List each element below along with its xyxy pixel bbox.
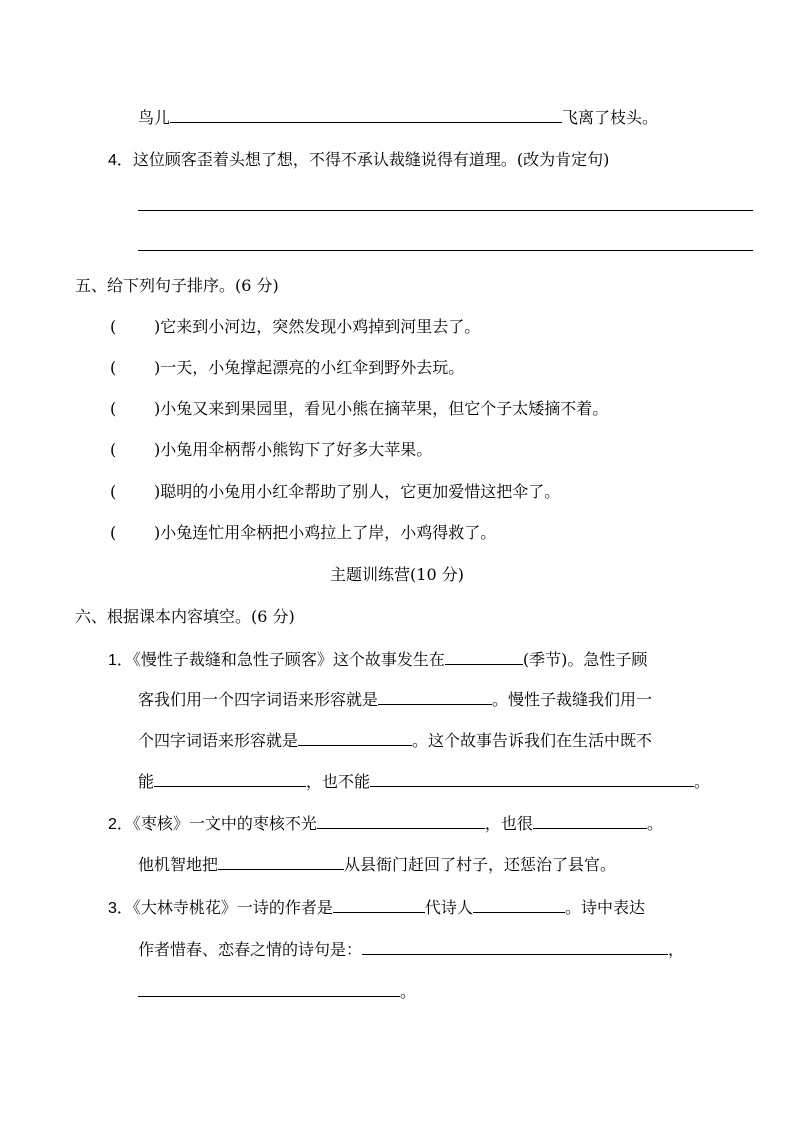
order-item <box>110 358 464 378</box>
q2-line-1 <box>108 814 663 834</box>
q1-line3-text-b: 。这个故事告诉我们在生活中既不 <box>412 731 653 750</box>
dynasty-blank[interactable] <box>333 898 425 913</box>
bird-answer-blank[interactable] <box>170 108 562 123</box>
bird-suffix: 飞离了枝头。 <box>562 108 659 127</box>
order-item-text: )一天，小兔撑起漂亮的小红伞到野外去玩。 <box>154 358 465 377</box>
q1-line4-end: 。 <box>694 772 711 791</box>
order-item <box>110 440 432 460</box>
season-blank[interactable] <box>445 650 523 665</box>
order-answer-slot[interactable]: ( <box>110 523 117 542</box>
order-item <box>110 523 496 543</box>
order-item-text: )它来到小河边，突然发现小鸡掉到河里去了。 <box>154 317 481 336</box>
order-item-text: )小兔连忙用伞柄把小鸡拉上了岸，小鸡得救了。 <box>154 523 497 542</box>
order-answer-slot[interactable]: ( <box>110 399 117 418</box>
order-item <box>110 482 560 502</box>
q2-number: 2． <box>108 816 133 833</box>
section-5-heading: 五、给下列句子排序。(6 分) <box>75 276 279 295</box>
order-item-text: )小兔又来到果园里，看见小熊在摘苹果，但它个子太矮摘不着。 <box>154 399 609 418</box>
bird-prefix: 鸟儿 <box>138 108 171 127</box>
answer-line-1[interactable] <box>138 210 753 211</box>
q1-line-3 <box>138 731 652 751</box>
order-answer-slot[interactable]: ( <box>110 358 117 377</box>
order-item <box>110 317 480 337</box>
lesson-blank-1[interactable] <box>154 772 306 787</box>
impatient-idiom-blank[interactable] <box>378 690 492 705</box>
q1-line3-text-a: 个四字词语来形容就是 <box>138 731 299 750</box>
order-item <box>110 399 608 419</box>
q3-text-c: 。诗中表达 <box>564 898 645 917</box>
q3-line3-end: 。 <box>400 982 417 1001</box>
poem-line-blank-1[interactable] <box>362 940 668 955</box>
q2-text-b: ，也很 <box>484 814 533 833</box>
q2-line2-text-b: 从县衙门赶回了村子，还惩治了县官。 <box>344 855 617 874</box>
q3-line2-end: ， <box>668 940 685 959</box>
q1-text-b: (季节)。急性子顾 <box>522 650 648 669</box>
q3-number: 3． <box>108 900 133 917</box>
question-4-text: 这位顾客歪着头想了想，不得不承认裁缝说得有道理。(改为肯定句) <box>132 150 610 169</box>
zaohe-blank-2[interactable] <box>533 814 647 829</box>
lesson-blank-2[interactable] <box>370 772 694 787</box>
q1-line-1 <box>108 650 647 670</box>
poet-blank[interactable] <box>473 898 565 913</box>
order-answer-slot[interactable]: ( <box>110 482 117 501</box>
q3-text-b: 代诗人 <box>424 898 473 917</box>
q1-line2-text-a: 客我们用一个四字词语来形容就是 <box>138 690 379 709</box>
q3-line-2 <box>138 940 684 960</box>
q1-line-4 <box>138 772 710 792</box>
order-answer-slot[interactable]: ( <box>110 440 117 459</box>
question-4-number: 4． <box>108 152 133 169</box>
zaohe-blank-3[interactable] <box>218 855 344 870</box>
q2-text-c: 。 <box>646 814 663 833</box>
camp-title: 主题训练营(10 分) <box>330 565 464 584</box>
patient-idiom-blank[interactable] <box>298 731 412 746</box>
q2-line-2 <box>138 855 616 875</box>
q3-line2-text-a: 作者惜春、恋春之情的诗句是： <box>138 940 363 959</box>
order-item-text: )小兔用伞柄帮小熊钩下了好多大苹果。 <box>154 440 433 459</box>
poem-line-blank-2[interactable] <box>138 982 400 997</box>
section-6-heading: 六、根据课本内容填空。(6 分) <box>75 607 295 626</box>
q1-line-2 <box>138 690 652 710</box>
order-item-text: )聪明的小兔用小红伞帮助了别人，它更加爱惜这把伞了。 <box>154 482 561 501</box>
q3-line-3 <box>138 982 416 1002</box>
q1-line4-text-b: ，也不能 <box>306 772 371 791</box>
q3-line-1 <box>108 898 645 918</box>
q2-line2-text-a: 他机智地把 <box>138 855 219 874</box>
q1-line4-text-a: 能 <box>138 772 155 791</box>
order-answer-slot[interactable]: ( <box>110 317 117 336</box>
q1-number: 1． <box>108 652 133 669</box>
q3-text-a: 《大林寺桃花》一诗的作者是 <box>132 898 333 917</box>
q2-text-a: 《枣核》一文中的枣核不光 <box>132 814 317 833</box>
zaohe-blank-1[interactable] <box>317 814 485 829</box>
question-4 <box>108 150 609 170</box>
q1-line2-text-b: 。慢性子裁缝我们用一 <box>492 690 653 709</box>
answer-line-2[interactable] <box>138 250 753 251</box>
q1-text-a: 《慢性子裁缝和急性子顾客》这个故事发生在 <box>132 650 445 669</box>
bird-sentence-line <box>138 108 658 128</box>
